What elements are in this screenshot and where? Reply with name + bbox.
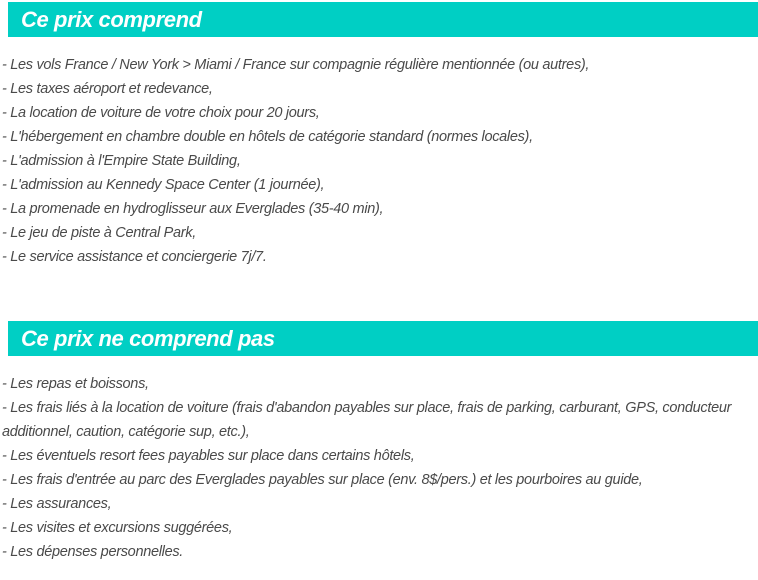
list-item: - Les éventuels resort fees payables sur place dans certains hôtels, <box>2 448 415 464</box>
section-price-includes <box>0 2 758 269</box>
list-item: - Les frais d'entrée au parc des Everglades payables sur place (env. 8$/pers.) et les pourboires au guide, <box>2 472 643 488</box>
list-item: - Les visites et excursions suggérées, <box>2 520 233 536</box>
list-item: - Les assurances, <box>2 496 112 512</box>
list-item: - La promenade en hydroglisseur aux Everglades (35-40 min), <box>2 201 384 217</box>
price-excludes-list <box>0 372 758 564</box>
price-includes-list <box>0 53 758 269</box>
section-price-excludes <box>0 321 758 564</box>
price-includes-header-bar <box>8 2 758 37</box>
price-excludes-header-bar <box>8 321 758 356</box>
list-item: - Les dépenses personnelles. <box>2 544 184 560</box>
price-excludes-title: Ce prix ne comprend pas <box>21 325 275 351</box>
price-includes-title: Ce prix comprend <box>21 6 202 32</box>
list-item: - Les repas et boissons, <box>2 376 149 392</box>
price-details-page <box>0 2 758 580</box>
list-item: - Le jeu de piste à Central Park, <box>2 225 197 241</box>
list-item: - L'hébergement en chambre double en hôtels de catégorie standard (normes locales), <box>2 129 533 145</box>
list-item: - L'admission à l'Empire State Building, <box>2 153 241 169</box>
list-item: - L'admission au Kennedy Space Center (1 journée), <box>2 177 325 193</box>
list-item: - Les frais liés à la location de voiture (frais d'abandon payables sur place, frais de parking, carburant, GPS, conducteur additionnel, caution, catégorie sup, etc.), <box>2 400 732 440</box>
list-item: - Les taxes aéroport et redevance, <box>2 81 213 97</box>
list-item: - Les vols France / New York > Miami / France sur compagnie régulière mentionnée (ou autres), <box>2 57 590 73</box>
list-item: - La location de voiture de votre choix pour 20 jours, <box>2 105 320 121</box>
list-item: - Le service assistance et conciergerie 7j/7. <box>2 249 267 265</box>
